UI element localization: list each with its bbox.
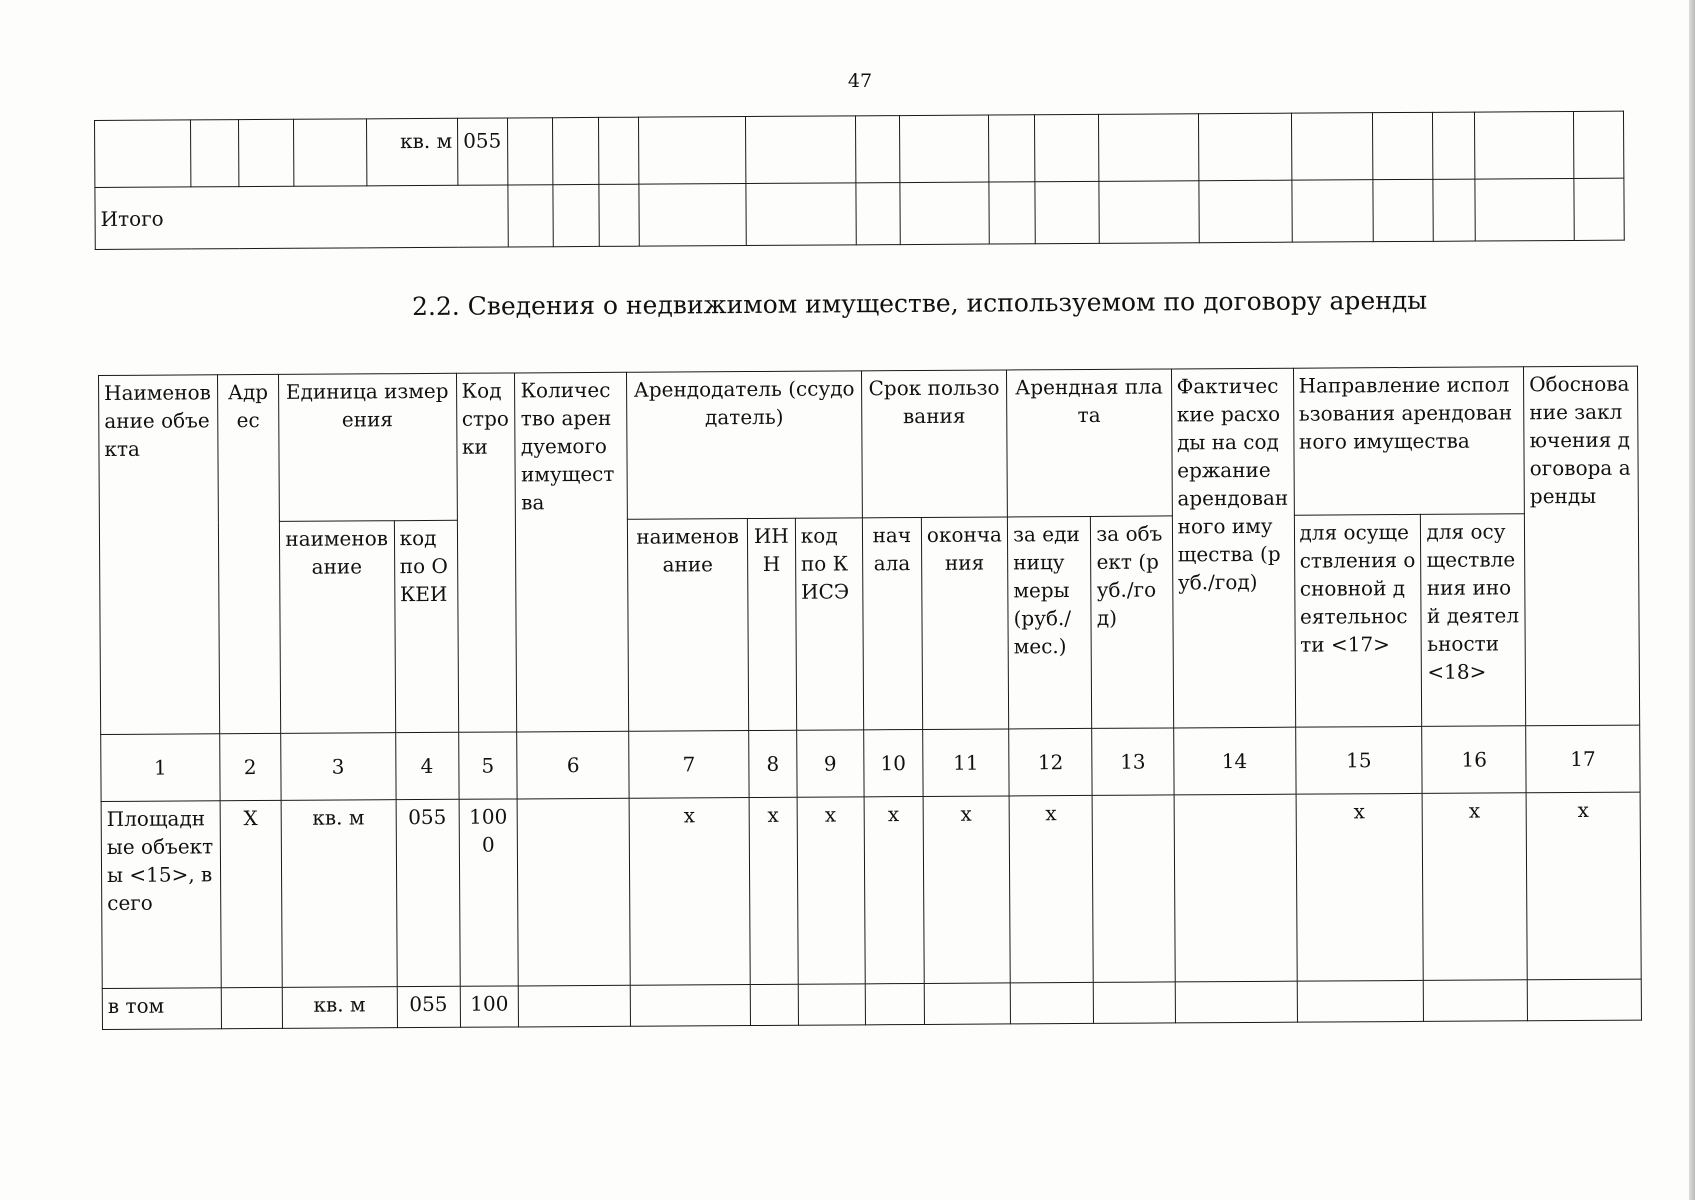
column-number: 10 [864, 729, 923, 796]
column-number: 1 [101, 734, 220, 802]
lease-property-table [98, 366, 1642, 1030]
header-rent-unit: за единицу меры (руб./мес.) [1007, 516, 1092, 729]
column-number: 11 [922, 729, 1009, 797]
header-actual-costs: Фактические расходы на содержание арендованного имущества (руб./год) [1171, 368, 1295, 728]
column-number: 5 [458, 732, 517, 799]
page-number: 47 [847, 70, 873, 92]
header-direction-group: Направление использования арендованного имущества [1293, 367, 1524, 515]
total-row [95, 178, 1624, 249]
row-line-code: 1000 [459, 799, 519, 986]
column-number: 17 [1526, 725, 1640, 793]
header-row-2 [99, 513, 1639, 734]
row-name: в том [102, 988, 221, 1030]
column-number-row [101, 725, 1640, 801]
row-term-end: х [923, 796, 1010, 984]
header-line-code: Код строки [456, 373, 517, 732]
row-kise: х [797, 797, 865, 984]
column-number: 16 [1422, 726, 1526, 794]
unit-cell: кв. м [366, 118, 458, 186]
column-number: 12 [1009, 728, 1093, 796]
header-name: Наименование объекта [99, 375, 220, 735]
column-number: 6 [517, 731, 629, 799]
column-number: 13 [1092, 728, 1174, 795]
header-direction-main: для осуществления основной деятельности <17> [1294, 514, 1422, 727]
row-inn: х [749, 797, 798, 984]
row-justification: х [1526, 792, 1641, 980]
row-direction-main: х [1296, 793, 1424, 981]
header-rent-group: Арендная плата [1007, 369, 1172, 517]
row-unit: кв. м [282, 987, 397, 1029]
okei-code-cell: 055 [458, 118, 508, 185]
section-title: 2.2. Сведения о недвижимом имуществе, используемом по договору аренды [412, 285, 1428, 321]
row-okei: 055 [397, 986, 460, 1027]
row-lessor: х [629, 798, 750, 986]
row-term-start: х [864, 796, 924, 983]
header-term-end: окончания [921, 517, 1009, 730]
column-number: 2 [220, 733, 281, 800]
row-okei: 055 [396, 799, 460, 986]
table-row [102, 979, 1641, 1029]
header-inn: ИНН [747, 518, 796, 730]
row-address: Х [220, 800, 282, 987]
row-direction-other: х [1423, 793, 1528, 981]
header-term-start: начала [862, 517, 922, 729]
row-name: Площадные объекты <15>, всего [101, 801, 221, 989]
row-costs[interactable] [1174, 794, 1297, 982]
column-number: 9 [796, 730, 863, 797]
row-rent-object[interactable] [1092, 795, 1174, 982]
header-term-group: Срок пользования [861, 370, 1007, 518]
column-number: 15 [1295, 726, 1422, 794]
header-justification: Обоснование заключения договора аренды [1524, 366, 1640, 726]
header-lessor-name: наименование [628, 519, 749, 732]
column-number: 14 [1173, 727, 1295, 795]
header-address: Адрес [217, 374, 280, 733]
header-lessor-group: Арендодатель (ссудодатель) [627, 371, 863, 519]
header-kise: код по КИСЭ [795, 518, 863, 730]
table-row [101, 792, 1641, 988]
header-rent-object: за объект (руб./год) [1091, 516, 1174, 728]
column-number: 3 [280, 733, 395, 801]
continuation-row [95, 111, 1624, 187]
continuation-table [94, 111, 1625, 250]
row-rent-unit: х [1009, 795, 1093, 983]
header-row-1 [99, 366, 1639, 522]
header-quantity: Количество арендуемого имущества [515, 372, 629, 732]
row-unit: кв. м [281, 800, 397, 988]
header-unit-group: Единица измерения [278, 373, 457, 521]
row-quantity[interactable] [518, 798, 631, 986]
page-edge [1689, 0, 1695, 1200]
header-direction-other: для осуществления иной деятельности <18> [1421, 514, 1526, 727]
total-label: Итого [95, 185, 508, 250]
row-line-code: 100 [460, 986, 519, 1027]
column-number: 4 [395, 732, 458, 799]
header-unit-name: наименование [279, 521, 395, 734]
column-number: 8 [749, 730, 797, 797]
header-unit-code: код по ОКЕИ [394, 520, 458, 732]
column-number: 7 [629, 731, 749, 799]
